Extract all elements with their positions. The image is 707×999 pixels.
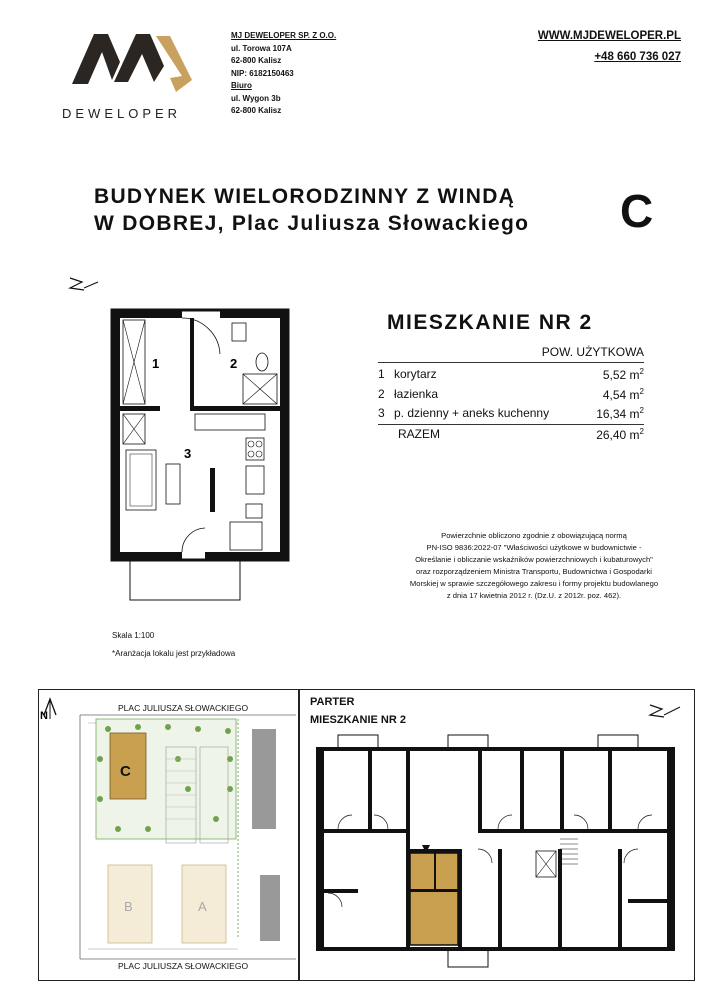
building-a-label: A bbox=[198, 899, 207, 914]
table-row: 3 p. dzienny + aneks kuchenny 16,34 $m^2$ bbox=[378, 406, 644, 421]
norm-note: Powierzchnie obliczono zgodnie z obowiązującą normą PN-ISO 9836:2022-07 "Właściwości użytkowe w budownictwie - Określanie i obliczanie wskaźników powierzchniowych i kubaturowych" oraz rozporządzeniem Ministra Transportu, Budownictwa i Gospodarki Morskiej w sprawie szczegółowego zakresu i formy projektu budowlanego z dnia 17 kwietnia 2012 r. (Dz.U. z 2012r. poz. 462). bbox=[409, 531, 659, 600]
total-row: RAZEM 26,40 $m^2$ bbox=[398, 427, 644, 442]
north-arrow-icon bbox=[650, 705, 680, 717]
phone-link[interactable]: +48 660 736 027 bbox=[594, 51, 681, 63]
building-title-line1: BUDYNEK WIELORODZINNY Z WINDĄ bbox=[94, 185, 516, 208]
company-nip: NIP: 6182150463 bbox=[231, 68, 294, 78]
table-divider bbox=[378, 362, 644, 363]
building-c-label: C bbox=[120, 763, 131, 780]
street-bottom-label: PLAC JULIUSZA SŁOWACKIEGO bbox=[118, 961, 249, 971]
office-street: ul. Wygon 3b bbox=[231, 93, 281, 103]
website-link[interactable]: WWW.MJDEWELOPER.PL bbox=[537, 30, 681, 42]
room-label-2: 2 bbox=[230, 356, 238, 371]
company-city: 62-800 Kalisz bbox=[231, 56, 282, 65]
company-info bbox=[231, 30, 336, 118]
area-table bbox=[378, 345, 644, 445]
floor-plan bbox=[298, 689, 693, 979]
floor-plan-drawing bbox=[298, 689, 693, 979]
office-city: 62-800 Kalisz bbox=[231, 106, 282, 115]
arrangement-note: *Aranżacja lokalu jest przykładowa bbox=[112, 649, 236, 658]
apartment-title: MIESZKANIE NR 2 bbox=[387, 311, 593, 334]
table-divider bbox=[378, 424, 644, 425]
area-header: POW. UŻYTKOWA bbox=[541, 345, 644, 359]
site-map-drawing bbox=[38, 689, 298, 979]
north-arrow-icon bbox=[70, 278, 98, 290]
floor-plan-drawing bbox=[60, 268, 305, 618]
table-row: 2 łazienka 4,54 $m^2$ bbox=[378, 387, 644, 402]
mj-logo-icon bbox=[60, 22, 210, 102]
apartment-plan bbox=[60, 268, 305, 618]
scale-label: Skala 1:100 bbox=[112, 631, 155, 640]
site-map bbox=[38, 689, 298, 979]
logo-text: DEWELOPER bbox=[62, 106, 182, 121]
building-title-line2: W DOBREJ, Plac Juliusza Słowackiego bbox=[94, 212, 530, 235]
building-letter: C bbox=[620, 185, 654, 237]
company-street: ul. Torowa 107A bbox=[231, 43, 292, 53]
company-name: MJ DEWELOPER SP. Z O.O. bbox=[231, 31, 337, 40]
table-row: 1 korytarz 5,52 $m^2$ bbox=[378, 367, 644, 382]
building-b-label: B bbox=[124, 899, 133, 914]
street-top-label: PLAC JULIUSZA SŁOWACKIEGO bbox=[118, 703, 249, 713]
floor-apartment-label: MIESZKANIE NR 2 bbox=[310, 714, 406, 726]
company-logo bbox=[60, 22, 210, 122]
office-label: Biuro bbox=[231, 81, 252, 90]
floor-level-label: PARTER bbox=[310, 696, 355, 708]
room-label-3: 3 bbox=[184, 446, 192, 461]
building-title bbox=[94, 183, 529, 237]
north-label: N bbox=[40, 710, 48, 722]
room-label-1: 1 bbox=[152, 356, 160, 371]
